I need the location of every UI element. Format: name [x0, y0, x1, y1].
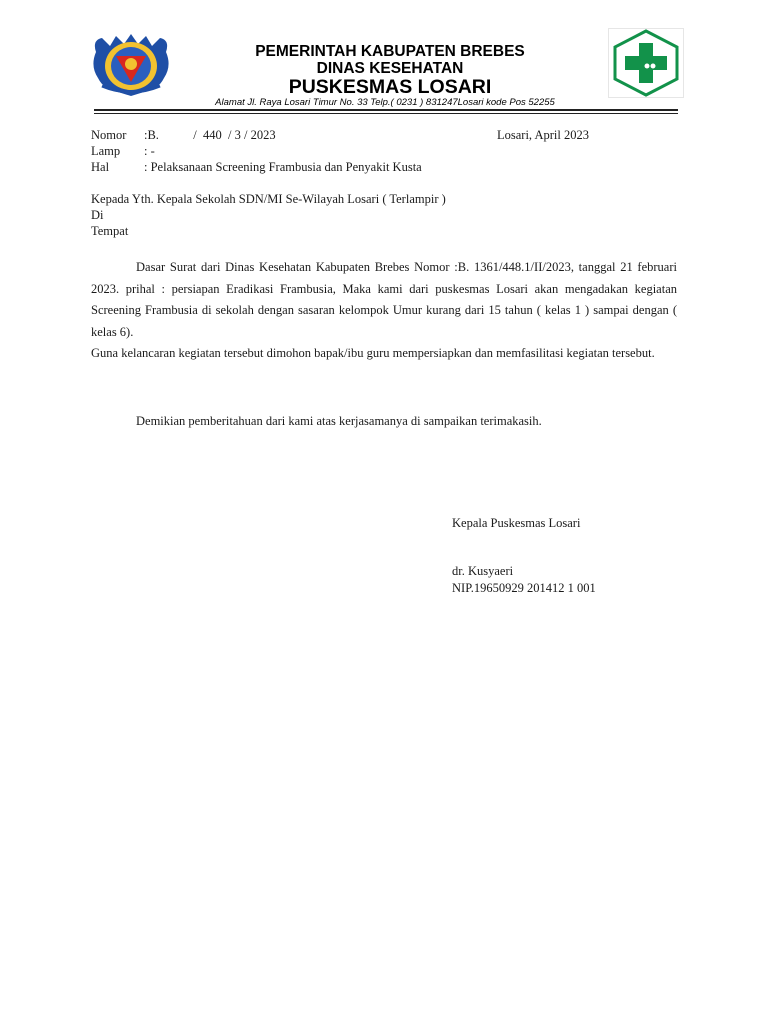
regency-emblem-logo — [88, 32, 174, 98]
body-paragraph-2-text: Guna kelancaran kegiatan tersebut dimohon bapak/ibu guru mempersiapkan dan memfasilitasi kegiatan tersebut. — [91, 346, 655, 360]
body-paragraph-3 — [91, 411, 677, 433]
health-cross-logo — [608, 28, 684, 98]
letterhead-divider — [94, 109, 678, 111]
signature-name: dr. Kusyaeri — [452, 564, 514, 578]
body-paragraph-1 — [91, 257, 677, 343]
recipient-line: Kepada Yth. Kepala Sekolah SDN/MI Se-Wilayah Losari ( Terlampir ) — [91, 192, 446, 206]
nomor-label: Nomor — [91, 128, 127, 142]
place-date: Losari, April 2023 — [497, 128, 590, 142]
letterhead-address: Alamat Jl. Raya Losari Timur No. 33 Telp.( 0231 ) 831247Losari kode Pos 52255 — [215, 97, 555, 108]
lamp-value: : - — [144, 144, 155, 158]
letterhead-institution: PUSKESMAS LOSARI — [288, 76, 492, 98]
letterhead-divider-thin — [94, 113, 678, 114]
lamp-label: Lamp — [91, 144, 121, 158]
letterhead-department: DINAS KESEHATAN — [316, 60, 464, 77]
signature-nip: NIP.19650929 201412 1 001 — [452, 581, 596, 595]
recipient-di: Di — [91, 208, 104, 222]
nomor-value: :B. / 440 / 3 / 2023 — [144, 128, 276, 142]
letterhead-government: PEMERINTAH KABUPATEN BREBES — [255, 43, 525, 60]
body-paragraph-1-text: Dasar Surat dari Dinas Kesehatan Kabupaten Brebes Nomor :B. 1361/448.1/II/2023, tanggal 21 februari 2023. prihal : persiapan Eradikasi Frambusia, Maka kami dari puskesmas Losari akan mengadakan kegiatan Screening Frambusia di sekolah dengan sasaran kelompok Umur kurang dari 15 tahun ( kelas 1 ) sampai dengan ( kelas 6). — [91, 260, 677, 339]
hal-label: Hal — [91, 160, 110, 174]
body-paragraph-2 — [91, 343, 677, 365]
hal-value: : Pelaksanaan Screening Frambusia dan Penyakit Kusta — [144, 160, 422, 174]
signature-title: Kepala Puskesmas Losari — [452, 516, 581, 530]
recipient-tempat: Tempat — [91, 224, 129, 238]
body-paragraph-3-text: Demikian pemberitahuan dari kami atas kerjasamanya di sampaikan terimakasih. — [136, 414, 542, 428]
